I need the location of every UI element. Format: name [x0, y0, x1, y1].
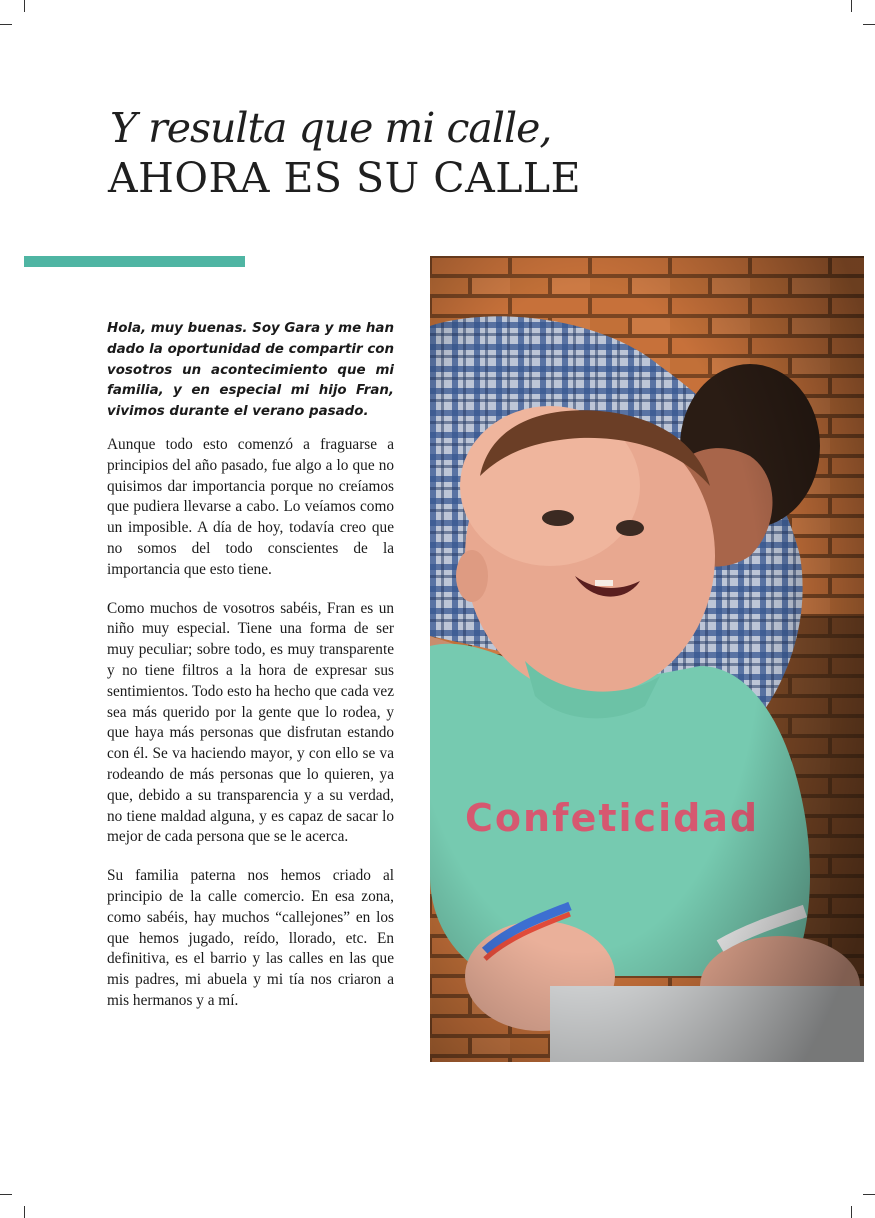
crop-mark-bottom-right: [851, 1206, 852, 1218]
crop-mark-top-left-h: [0, 24, 12, 25]
accent-bar: [24, 256, 245, 267]
article-body: [107, 319, 394, 1030]
article-paragraph-3: Su familia paterna nos hemos criado al principio de la calle comercio. En esa zona, como sabéis, hay muchos “callejones” en los que hemos jugado, reído, llorado, etc. En definitiva, es el barrio y las calles en las que mis padres, mi abuela y mi tía nos criaron a mis hermanos y a mí.: [107, 867, 394, 1009]
crop-mark-bottom-left-h: [0, 1194, 12, 1195]
page-title: AHORA ES SU CALLE: [108, 154, 582, 202]
article-photo: [430, 256, 864, 1062]
crop-mark-top-left: [24, 0, 25, 12]
crop-mark-top-right-h: [863, 24, 875, 25]
crop-mark-bottom-right-h: [863, 1194, 875, 1195]
article-paragraph-1: Aunque todo esto comenzó a fraguarse a principios del año pasado, fue algo a lo que no quisimos dar importancia porque no creíamos que pudiera llevarse a cabo. Lo veíamos como un imposible. A día de hoy, todavía creo que no somos del todo conscientes de la importancia que esto tiene.: [107, 435, 394, 578]
crop-mark-top-right: [851, 0, 852, 12]
photo-illustration: [430, 256, 864, 1062]
crop-mark-bottom-left: [24, 1206, 25, 1218]
article-paragraph-2: Como muchos de vosotros sabéis, Fran es un niño muy especial. Tiene una forma de ser muy peculiar; sobre todo, es muy transparente y no tiene filtros a la hora de expresar sus sentimientos. Todo esto ha hecho que cada vez sea más querido por la gente que lo rodea, y que haya más personas que disfrutan estando con él. Se va haciendo mayor, y con ello se va rodeando de más personas que lo quieren, ya que, debido a su transparencia y a su verdad, no tiene maldad alguna, y es capaz de sacar lo mejor de cada persona que se le acerca.: [107, 599, 394, 846]
page-title-script: Y resulta que mi calle,: [110, 104, 552, 152]
article-intro: Hola, muy buenas. Soy Gara y me han dado la oportunidad de compartir con vosotros un acontecimiento que mi familia, y en especial mi hijo Fran, vivimos durante el verano pasado.: [107, 321, 394, 420]
